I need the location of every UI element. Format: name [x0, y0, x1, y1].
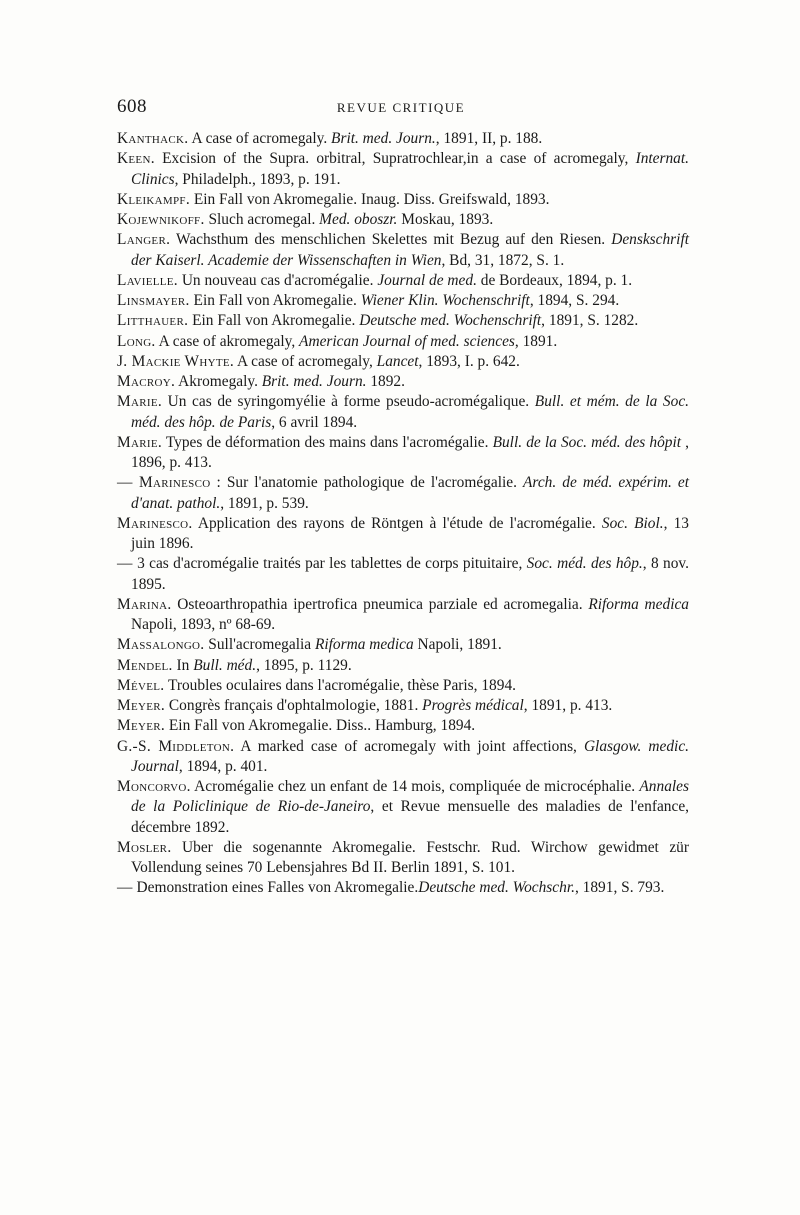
bib-entry — [117, 129, 689, 149]
bib-source: Deutsche med. Wochenschrift — [359, 312, 542, 330]
bib-text: Demonstration eines Falles von Akromegalie. — [132, 879, 419, 897]
bib-entry — [117, 635, 689, 655]
bib-source: Brit. med. Journ. — [331, 130, 436, 147]
bib-text: Ein Fall von Akromegalie. Diss.. Hamburg, 1894. — [165, 717, 476, 735]
bib-text: Ein Fall von Akromegalie. — [188, 312, 360, 330]
bib-details: , 1891, p. 539. — [220, 494, 309, 512]
bib-author: Keen. — [117, 150, 155, 168]
bib-source: Arch. de méd. expérim. et d'anat. pathol. — [131, 474, 689, 512]
running-head: REVUE CRITIQUE — [336, 100, 466, 115]
bib-entry — [117, 514, 689, 555]
bib-source: Wiener Klin. Wochenschrift — [360, 292, 530, 309]
bib-entry — [117, 433, 689, 474]
bib-text: Application des rayons de Röntgen à l'étude de l'acromégalie. — [192, 514, 602, 532]
bib-text: Ein Fall von Akromegalie. — [189, 292, 361, 309]
bib-details: , Bd, 31, 1872, S. 1. — [441, 251, 565, 269]
bib-author: Moncorvo. — [117, 778, 191, 795]
bib-entry — [117, 473, 689, 514]
bib-details: , 1891, p. 413. — [523, 697, 613, 714]
bib-text: Sull'acromegalia — [204, 636, 315, 654]
bib-author: Mendel. — [117, 656, 173, 674]
bib-text: : Sur l'anatomie pathologique de l'acromégalie. — [210, 474, 523, 492]
bib-author: Marie. — [117, 393, 162, 411]
bib-entry — [117, 352, 689, 372]
bib-text: Akromegaly. — [175, 373, 262, 390]
bib-entry — [117, 271, 689, 291]
bib-entry — [117, 737, 689, 778]
bib-entry — [117, 696, 689, 716]
bibliography-list — [117, 129, 689, 899]
bib-details: , 1894, p. 401. — [178, 757, 268, 775]
bib-source: Bull. méd. — [193, 656, 257, 674]
bib-text: Un nouveau cas d'acromégalie. — [177, 271, 378, 289]
bib-author: — Marinesco — [117, 474, 211, 492]
bib-entry — [117, 676, 689, 696]
bib-text: Sluch acromegal. — [204, 211, 320, 228]
bib-author: — — [117, 879, 133, 897]
bib-author: Langer. — [117, 231, 171, 249]
bib-source: Riforma medica — [314, 636, 414, 654]
bib-entry — [117, 210, 689, 230]
bib-entry — [117, 838, 689, 879]
bib-text: A marked case of acromegaly with joint affections, — [234, 737, 584, 755]
bib-text: 3 cas d'acromégalie traités par les tablettes de corps pituitaire, — [132, 555, 527, 573]
bib-entry — [117, 392, 689, 433]
bib-details: Napoli, 1893, nº 68-69. — [131, 616, 276, 633]
bib-details: , 6 avril 1894. — [271, 413, 358, 431]
bib-source: Bull. de la Soc. méd. des hôpit — [492, 433, 682, 451]
bib-author: Litthauer. — [117, 312, 189, 330]
bib-author: Linsmayer. — [117, 292, 190, 309]
bib-author: Kanthack. — [117, 130, 189, 147]
bib-author: Meyer. — [117, 697, 166, 714]
bib-source: Lancet — [376, 352, 419, 370]
bib-source: Internat. Clinics — [131, 150, 689, 188]
bib-source: Annales de la Policlinique de Rio-de-Janeiro — [131, 778, 689, 816]
bib-text: Excision of the Supra. orbitral, Supratrochlear,in a case of acromegaly, — [154, 150, 636, 168]
bib-source: Glasgow. medic. Journal — [131, 737, 689, 775]
bib-source: Bull. et mém. de la Soc. méd. des hôp. de Paris — [131, 393, 690, 431]
bib-text: In — [172, 656, 194, 674]
bib-entry — [117, 311, 689, 331]
bib-details: Moskau, 1893. — [397, 211, 494, 228]
bib-source: Journal de med. — [377, 271, 477, 289]
bib-source: Brit. med. Journ. — [261, 373, 367, 390]
bib-entry — [117, 230, 689, 271]
bib-details: , 1893, I. p. 642. — [418, 352, 520, 370]
bib-details: , Philadelph., 1893, p. 191. — [174, 170, 341, 188]
bib-author: Marinesco. — [117, 514, 193, 532]
bib-author: Marina. — [117, 595, 172, 613]
bib-text: A case of acromegaly, — [234, 352, 377, 370]
bib-entry — [117, 332, 689, 352]
bib-author: J. Mackie Whyte. — [117, 352, 235, 370]
bib-text: A case of akromegaly, — [155, 332, 300, 350]
bib-text: Un cas de syringomyélie à forme pseudo-acromégalique. — [162, 393, 535, 411]
bib-author: Mosler. — [117, 838, 172, 856]
bib-details: , 8 nov. 1895. — [131, 555, 689, 593]
page-header — [117, 96, 685, 122]
bib-entry — [117, 656, 689, 676]
bib-details: , 1894, S. 294. — [529, 292, 620, 309]
bib-text: Ein Fall von Akromegalie. Inaug. Diss. Greifswald, 1893. — [189, 190, 550, 208]
bib-source: Denskschrift der Kaiserl. Academie der Wissenschaften in Wien — [131, 231, 689, 269]
bib-entry — [117, 190, 689, 210]
bib-details: , 1895, p. 1129. — [256, 656, 352, 674]
bib-text: A case of acromegaly. — [188, 130, 332, 147]
bib-author: Mével. — [117, 676, 165, 694]
bib-author: Long. — [117, 332, 156, 350]
page-number: 608 — [117, 96, 147, 117]
bib-details: , 1891. — [514, 332, 558, 350]
bib-author: Macroy. — [117, 373, 176, 390]
bib-details: Napoli, 1891. — [413, 636, 502, 654]
bib-text: Troubles oculaires dans l'acromégalie, thèse Paris, 1894. — [164, 676, 516, 694]
bib-details: , et Revue mensuelle des maladies de l'enfance, décembre 1892. — [131, 798, 689, 836]
bib-details: , 1891, II, p. 188. — [435, 130, 543, 147]
bib-author: Massalongo. — [117, 636, 205, 654]
bib-author: G.-S. Middleton. — [117, 737, 235, 755]
bib-entry — [117, 878, 689, 898]
bib-text: Wachsthum des menschlichen Skelettes mit Bezug auf den Riesen. — [170, 231, 612, 249]
bib-source: Deutsche med. Wochschr. — [418, 879, 575, 897]
bib-source: Soc. méd. des hôp. — [526, 555, 643, 573]
bib-author: — — [117, 555, 133, 573]
bib-entry — [117, 595, 689, 636]
bib-details: , 1891, S. 793. — [574, 879, 665, 897]
bib-author: Lavielle. — [117, 271, 178, 289]
bib-text: Osteoarthropathia ipertrofica pneumica parziale ed acromegalia. — [171, 595, 589, 613]
bib-details: de Bordeaux, 1894, p. 1. — [476, 271, 633, 289]
bib-source: Riforma medica — [588, 595, 689, 613]
bib-source: American Journal of med. sciences — [299, 332, 515, 350]
bib-entry — [117, 291, 689, 311]
bib-text: Acromégalie chez un enfant de 14 mois, compliquée de microcéphalie. — [190, 778, 640, 795]
bib-author: Meyer. — [117, 717, 166, 735]
bib-source: Soc. Biol. — [601, 514, 664, 532]
bib-text: Congrès français d'ophtalmologie, 1881. — [165, 697, 423, 714]
bib-text: Uber die sogenannte Akromegalie. Festschr. Rud. Wirchow gewidmet zür Vollendung seines 70 Lebensjahres Bd II. Berlin 1891, S. 101. — [131, 838, 689, 876]
bib-author: Kleikampf. — [117, 190, 190, 208]
bib-entry — [117, 554, 689, 595]
bib-entry — [117, 372, 689, 392]
bib-entry — [117, 716, 689, 736]
bib-source: Med. oboszr. — [319, 211, 398, 228]
bib-source: Progrès médical — [422, 697, 524, 714]
bib-details: , 1896, p. 413. — [131, 433, 690, 471]
bib-entry — [117, 149, 689, 190]
bib-author: Kojewnikoff. — [117, 211, 205, 228]
bib-details: , 13 juin 1896. — [131, 514, 689, 552]
bib-details: , 1891, S. 1282. — [541, 312, 639, 330]
bib-author: Marie. — [117, 433, 162, 451]
bib-entry — [117, 777, 689, 838]
bib-text: Types de déformation des mains dans l'acromégalie. — [162, 433, 493, 451]
bib-details: 1892. — [366, 373, 405, 390]
